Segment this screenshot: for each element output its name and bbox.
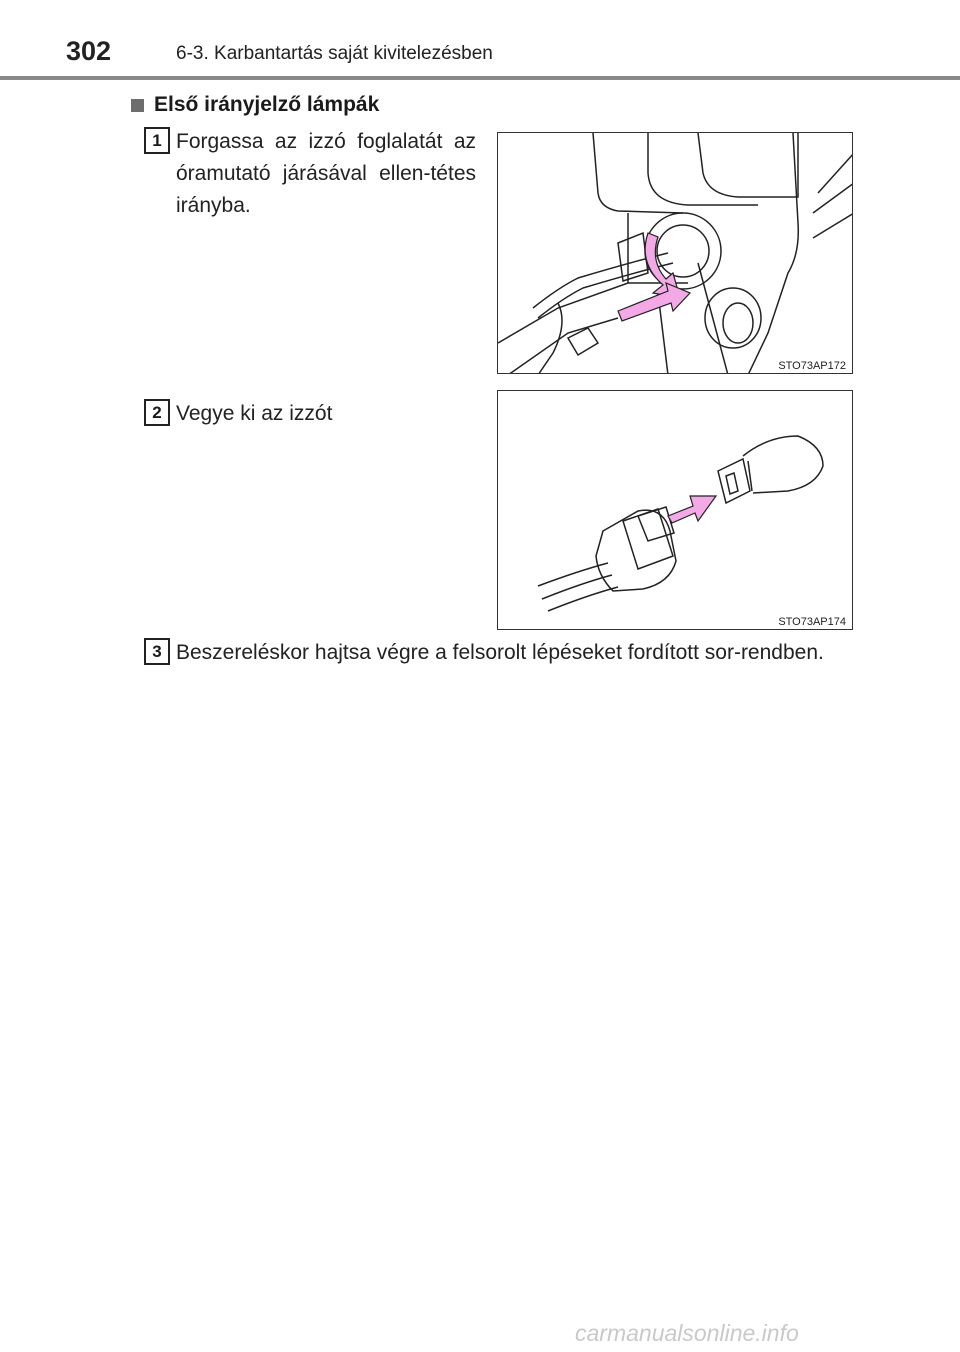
step-2-text: Vegye ki az izzót <box>176 402 333 425</box>
watermark: carmanualsonline.info <box>575 1320 799 1346</box>
socket-rotation-illustration <box>498 133 853 374</box>
section-heading <box>131 93 379 117</box>
bulb-removal-illustration <box>498 391 853 630</box>
page-number: 302 <box>66 36 112 66</box>
header-divider <box>0 76 960 80</box>
section-title: Első irányjelző lámpák <box>154 93 380 116</box>
step-number-3: 3 <box>144 638 170 665</box>
figure-code-1: STO73AP172 <box>778 360 846 372</box>
step-1-text: Forgassa az izzó foglalatát az óramutató járásával ellen-tétes irányba. <box>176 130 476 217</box>
figure-remove-socket <box>497 132 853 374</box>
step-number-2: 2 <box>144 399 170 426</box>
figure-code-2: STO73AP174 <box>778 616 846 628</box>
step-3-text: Beszereléskor hajtsa végre a felsorolt lépéseket fordított sor-rendben. <box>176 641 824 664</box>
step-number-1: 1 <box>144 127 170 154</box>
direction-arrow-icon <box>668 496 716 523</box>
running-header: 6-3. Karbantartás saját kivitelezésben <box>176 43 493 64</box>
figure-remove-bulb <box>497 390 853 630</box>
bullet-square-icon <box>131 99 144 112</box>
